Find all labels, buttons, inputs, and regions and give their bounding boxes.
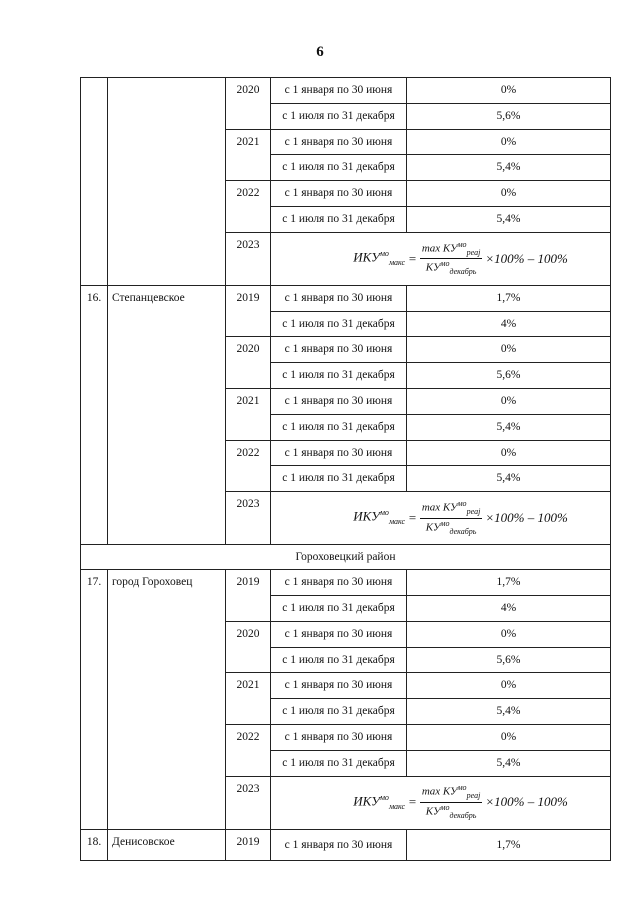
index-value: 0% bbox=[407, 673, 611, 699]
year-cell: 2021 bbox=[226, 388, 271, 440]
table-row bbox=[81, 829, 611, 861]
district-row bbox=[81, 545, 611, 570]
index-value: 5,4% bbox=[407, 206, 611, 232]
period-cell: с 1 июля по 31 декабря bbox=[271, 414, 407, 440]
index-value: 0% bbox=[407, 181, 611, 207]
row-number bbox=[81, 78, 108, 286]
row-number: 16. bbox=[81, 285, 108, 544]
period-cell: с 1 июля по 31 декабря bbox=[271, 647, 407, 673]
max-index-formula: $ИКУ^{мо}_{макс}$ = $\frac{\max КУ^{мо}_{реaj}}{КУ^{мо}_{декабрь}}$ ×100% – 100% bbox=[353, 239, 568, 277]
year-cell: 2019 bbox=[226, 570, 271, 622]
period-cell: с 1 июля по 31 декабря bbox=[271, 750, 407, 776]
year-cell: 2020 bbox=[226, 337, 271, 389]
period-cell: с 1 июля по 31 декабря bbox=[271, 595, 407, 621]
index-value: 0% bbox=[407, 78, 611, 104]
max-index-formula: $ИКУ^{мо}_{макс}$ = $\frac{\max КУ^{мо}_{реaj}}{КУ^{мо}_{декабрь}}$ ×100% – 100% bbox=[353, 499, 568, 536]
index-value: 5,6% bbox=[407, 103, 611, 129]
year-cell: 2022 bbox=[226, 181, 271, 233]
index-value: 1,7% bbox=[407, 829, 611, 861]
year-cell: 2023 bbox=[226, 492, 271, 545]
year-cell: 2019 bbox=[226, 285, 271, 337]
page-number: 6 bbox=[316, 44, 324, 60]
municipality-name bbox=[108, 78, 226, 286]
index-value: 0% bbox=[407, 724, 611, 750]
year-cell: 2020 bbox=[226, 78, 271, 130]
table-row bbox=[81, 570, 611, 596]
index-value: 5,6% bbox=[407, 647, 611, 673]
max-index-formula: $ИКУ^{мо}_{макс}$ = $\frac{\max КУ^{мо}_{реaj}}{КУ^{мо}_{декабрь}}$ ×100% – 100% bbox=[353, 783, 568, 820]
municipality-name: Денисовское bbox=[108, 829, 226, 861]
index-value: 1,7% bbox=[407, 570, 611, 596]
period-cell: с 1 июля по 31 декабря bbox=[271, 206, 407, 232]
period-cell: с 1 июля по 31 декабря bbox=[271, 699, 407, 725]
index-value: 5,4% bbox=[407, 155, 611, 181]
period-cell: с 1 января по 30 июня bbox=[271, 388, 407, 414]
period-cell: с 1 января по 30 июня bbox=[271, 129, 407, 155]
period-cell: с 1 января по 30 июня bbox=[271, 829, 407, 861]
period-cell: с 1 января по 30 июня bbox=[271, 337, 407, 363]
district-name: Гороховецкий район bbox=[81, 545, 611, 570]
period-cell: с 1 января по 30 июня bbox=[271, 440, 407, 466]
period-cell: с 1 января по 30 июня bbox=[271, 78, 407, 104]
year-cell: 2022 bbox=[226, 724, 271, 776]
index-value: 5,4% bbox=[407, 466, 611, 492]
formula-cell bbox=[271, 776, 611, 829]
period-cell: с 1 января по 30 июня bbox=[271, 285, 407, 311]
period-cell: с 1 июля по 31 декабря bbox=[271, 363, 407, 389]
table-row bbox=[81, 285, 611, 311]
municipality-name: город Гороховец bbox=[108, 570, 226, 829]
index-value: 5,4% bbox=[407, 750, 611, 776]
index-value: 0% bbox=[407, 621, 611, 647]
period-cell: с 1 июля по 31 декабря bbox=[271, 311, 407, 337]
period-cell: с 1 июля по 31 декабря bbox=[271, 155, 407, 181]
year-cell: 2020 bbox=[226, 621, 271, 673]
period-cell: с 1 января по 30 июня bbox=[271, 673, 407, 699]
index-value: 4% bbox=[407, 595, 611, 621]
year-cell: 2023 bbox=[226, 776, 271, 829]
year-cell: 2021 bbox=[226, 129, 271, 181]
index-value: 5,6% bbox=[407, 363, 611, 389]
formula-cell bbox=[271, 492, 611, 545]
municipality-name: Степанцевское bbox=[108, 285, 226, 544]
period-cell: с 1 июля по 31 декабря bbox=[271, 103, 407, 129]
row-number: 17. bbox=[81, 570, 108, 829]
period-cell: с 1 января по 30 июня bbox=[271, 621, 407, 647]
period-cell: с 1 января по 30 июня bbox=[271, 724, 407, 750]
index-value: 4% bbox=[407, 311, 611, 337]
index-value: 5,4% bbox=[407, 414, 611, 440]
year-cell: 2019 bbox=[226, 829, 271, 861]
period-cell: с 1 июля по 31 декабря bbox=[271, 466, 407, 492]
index-value: 5,4% bbox=[407, 699, 611, 725]
formula-cell bbox=[271, 232, 611, 285]
period-cell: с 1 января по 30 июня bbox=[271, 570, 407, 596]
table-row bbox=[81, 78, 611, 104]
tariff-index-table bbox=[80, 77, 611, 861]
index-value: 0% bbox=[407, 337, 611, 363]
index-value: 0% bbox=[407, 440, 611, 466]
index-value: 0% bbox=[407, 129, 611, 155]
row-number: 18. bbox=[81, 829, 108, 861]
year-cell: 2022 bbox=[226, 440, 271, 492]
period-cell: с 1 января по 30 июня bbox=[271, 181, 407, 207]
year-cell: 2021 bbox=[226, 673, 271, 725]
index-value: 1,7% bbox=[407, 285, 611, 311]
year-cell: 2023 bbox=[226, 232, 271, 285]
index-value: 0% bbox=[407, 388, 611, 414]
